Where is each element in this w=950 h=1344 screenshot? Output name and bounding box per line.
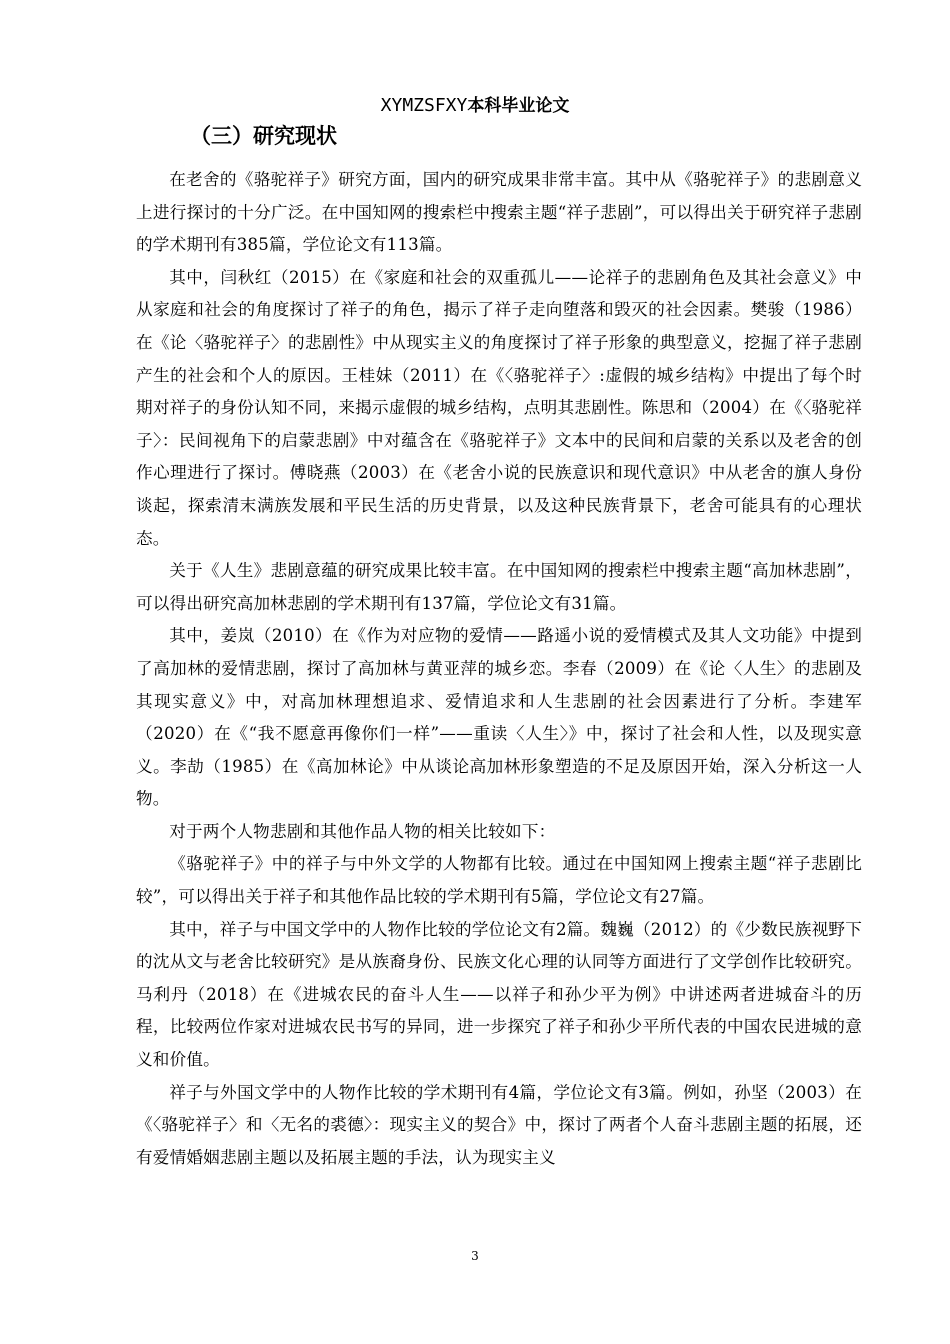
header-code: XYMZSFXY bbox=[380, 95, 468, 116]
section-heading: （三）研究现状 bbox=[190, 124, 337, 148]
paragraph-3: 关于《人生》悲剧意蕴的研究成果比较丰富。在中国知网的搜索栏中搜索主题“高加林悲剧”，可以得出研究高加林悲剧的学术期刊有137篇，学位论文有31篇。 bbox=[136, 561, 862, 613]
body-text bbox=[136, 164, 862, 1174]
paragraph-7: 其中，祥子与中国文学中的人物作比较的学位论文有2篇。魏巍（2012）的《少数民族视野下的沈从文与老舍比较研究》是从族裔身份、民族文化心理的认同等方面进行了文学创作比较研究。马利丹（2018）在《进城农民的奋斗人生——以祥子和孙少平为例》中讲述两者进城奋斗的历程，比较两位作家对进城农民书写的异同，进一步探究了祥子和孙少平所代表的中国农民进城的意义和价值。 bbox=[136, 919, 862, 1070]
paragraph-4: 其中，姜岚（2010）在《作为对应物的爱情——路遥小说的爱情模式及其人文功能》中提到了高加林的爱情悲剧，探讨了高加林与黄亚萍的城乡恋。李春（2009）在《论〈人生〉的悲剧及其现实意义》中，对高加林理想追求、爱情追求和人生悲剧的社会因素进行了分析。李建军（2020）在《“我不愿意再像你们一样”——重读〈人生〉》中，探讨了社会和人性，以及现实意义。李劼（1985）在《高加林论》中从谈论高加林形象塑造的不足及原因开始，深入分析这一人物。 bbox=[136, 626, 862, 809]
running-header bbox=[0, 93, 950, 119]
paragraph-8: 祥子与外国文学中的人物作比较的学术期刊有4篇，学位论文有3篇。例如，孙坚（2003）在《〈骆驼祥子〉和〈无名的裘德〉：现实主义的契合》中，探讨了两者个人奋斗悲剧主题的拓展，还有爱情婚姻悲剧主题以及拓展主题的手法，认为现实主义 bbox=[136, 1082, 862, 1167]
paragraph-6: 《骆驼祥子》中的祥子与中外文学的人物都有比较。通过在中国知网上搜索主题“祥子悲剧比较”，可以得出关于祥子和其他作品比较的学术期刊有5篇，学位论文有27篇。 bbox=[136, 854, 862, 907]
page-number: 3 bbox=[471, 1249, 479, 1263]
paragraph-5: 对于两个人物悲剧和其他作品人物的相关比较如下： bbox=[169, 821, 556, 841]
paragraph-1: 在老舍的《骆驼祥子》研究方面，国内的研究成果非常丰富。其中从《骆驼祥子》的悲剧意义上进行探讨的十分广泛。在中国知网的搜索栏中搜索主题“祥子悲剧”，可以得出关于研究祥子悲剧的学术期刊有385篇，学位论文有113篇。 bbox=[136, 170, 862, 255]
paragraph-2: 其中，闫秋红（2015）在《家庭和社会的双重孤儿——论祥子的悲剧角色及其社会意义》中从家庭和社会的角度探讨了祥子的角色，揭示了祥子走向堕落和毁灭的社会因素。樊骏（1986）在《论〈骆驼祥子〉的悲剧性》中从现实主义的角度探讨了祥子形象的典型意义，挖掘了祥子悲剧产生的社会和个人的原因。王桂妹（2011）在《〈骆驼祥子〉:虚假的城乡结构》中提出了每个时期对祥子的身份认知不同，来揭示虚假的城乡结构，点明其悲剧性。陈思和（2004）在《〈骆驼祥子〉：民间视角下的启蒙悲剧》中对蕴含在《骆驼祥子》文本中的民间和启蒙的关系以及老舍的创作心理进行了探讨。傅晓燕（2003）在《老舍小说的民族意识和现代意识》中从老舍的旗人身份谈起，探索清末满族发展和平民生活的历史背景，以及这种民族背景下，老舍可能具有的心理状态。 bbox=[136, 267, 862, 548]
header-title: 本科毕业论文 bbox=[467, 96, 570, 116]
